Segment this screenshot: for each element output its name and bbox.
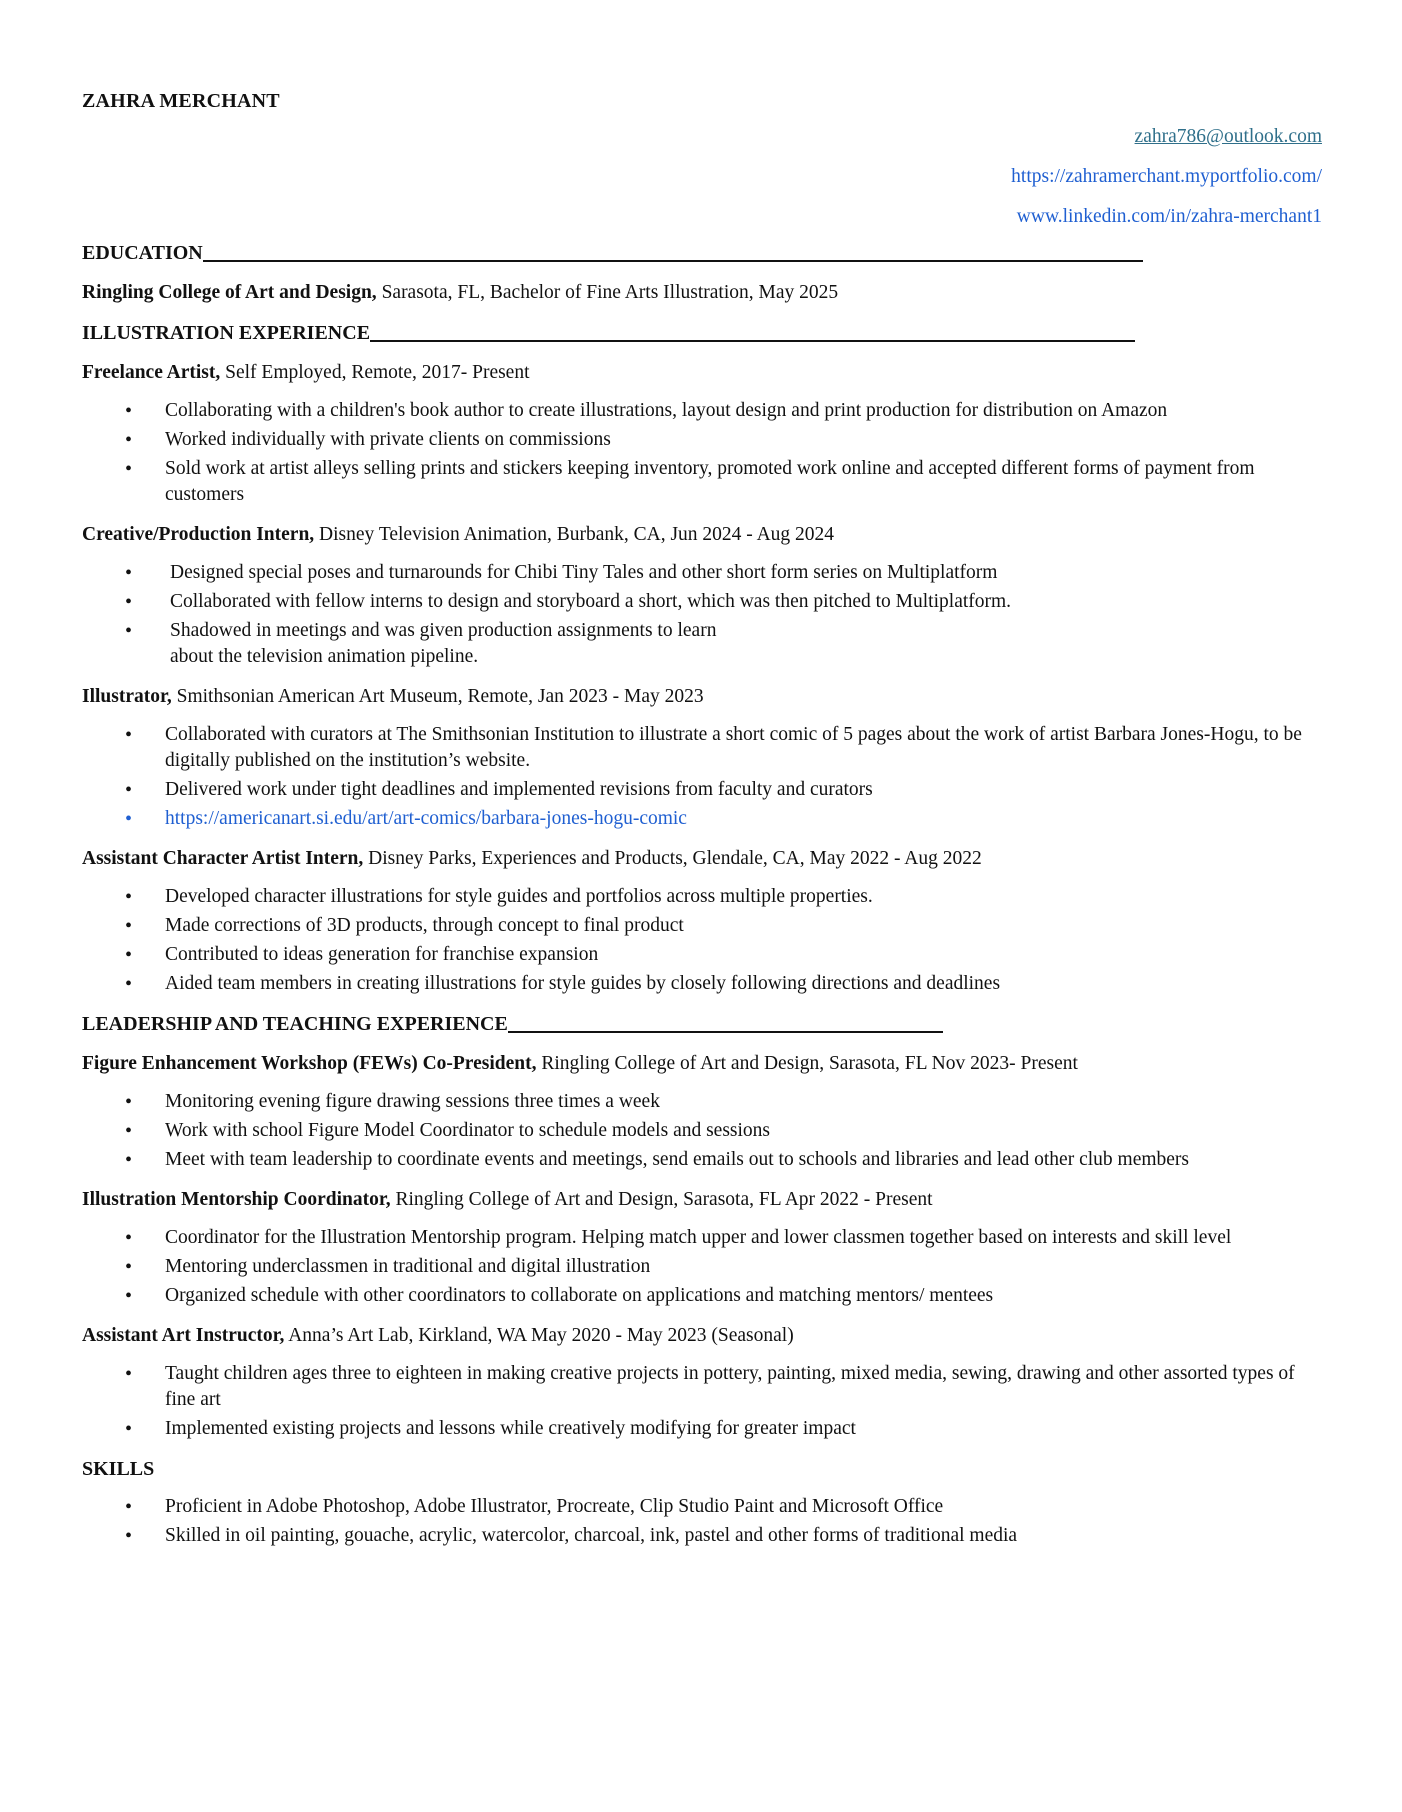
resume-page [82, 88, 1322, 1552]
skills-heading-text: SKILLS [82, 1458, 155, 1480]
job-title: Assistant Art Instructor, [82, 1325, 285, 1346]
list-item: • Meet with team leadership to coordinate events and meetings, send emails out to schools and libraries and lead other club members [82, 1147, 1322, 1173]
job-details: Disney Parks, Experiences and Products, Glendale, CA, May 2022 - Aug 2022 [363, 848, 982, 869]
linkedin-link[interactable]: www.linkedin.com/in/zahra-merchant1 [1016, 206, 1322, 227]
job-bullets [82, 1089, 1322, 1173]
job-title: Figure Enhancement Workshop (FEWs) Co-President, [82, 1053, 537, 1074]
list-item: • Coordinator for the Illustration Mentorship program. Helping match upper and lower classmen together based on interests and skill level [82, 1225, 1322, 1251]
skills-heading [82, 1456, 1322, 1482]
job-entry [82, 360, 1322, 386]
job-title: Freelance Artist, [82, 362, 221, 383]
list-item: • Mentoring underclassmen in traditional and digital illustration [82, 1254, 1322, 1280]
list-item: • Implemented existing projects and lessons while creatively modifying for greater impact [82, 1416, 1322, 1442]
list-item: • Organized schedule with other coordinators to collaborate on applications and matching mentors/ mentees [82, 1283, 1322, 1309]
list-item: • Taught children ages three to eighteen in making creative projects in pottery, painting, mixed media, sewing, drawing and other assorted types of fine art [82, 1361, 1322, 1413]
job-bullets [82, 1361, 1322, 1442]
portfolio-link[interactable]: https://zahramerchant.myportfolio.com/ [1011, 166, 1322, 187]
job-details: Smithsonian American Art Museum, Remote, Jan 2023 - May 2023 [171, 686, 704, 707]
leadership-heading-text: LEADERSHIP AND TEACHING EXPERIENCE [82, 1013, 508, 1035]
job-bullets [82, 1225, 1322, 1309]
job-bullets [82, 722, 1322, 832]
list-item: • Aided team members in creating illustrations for style guides by closely following directions and deadlines [82, 971, 1322, 997]
education-heading [82, 240, 1322, 266]
list-item: • Skilled in oil painting, gouache, acrylic, watercolor, charcoal, ink, pastel and other forms of traditional media [82, 1523, 1322, 1549]
job-title: Creative/Production Intern, [82, 524, 315, 545]
job-details: Ringling College of Art and Design, Sarasota, FL Apr 2022 - Present [390, 1189, 933, 1210]
list-item: • Monitoring evening figure drawing sessions three times a week [82, 1089, 1322, 1115]
resume-name: ZAHRA MERCHANT [82, 90, 280, 112]
job-bullets [82, 884, 1322, 997]
list-item: • Sold work at artist alleys selling prints and stickers keeping inventory, promoted work online and accepted different forms of payment from customers [82, 456, 1322, 508]
job-entry [82, 1323, 1322, 1349]
school-details: Sarasota, FL, Bachelor of Fine Arts Illustration, May 2025 [376, 282, 839, 303]
leadership-heading [82, 1011, 1322, 1037]
list-item: • Shadowed in meetings and was given production assignments to learn about the television animation pipeline. [82, 618, 730, 670]
job-bullets [82, 560, 1322, 670]
comic-link[interactable]: • https://americanart.si.edu/art/art-comics/barbara-jones-hogu-comic [82, 806, 1322, 832]
list-item: • Work with school Figure Model Coordinator to schedule models and sessions [82, 1118, 1322, 1144]
skills-bullets [82, 1494, 1322, 1549]
job-details: Ringling College of Art and Design, Sarasota, FL Nov 2023- Present [536, 1053, 1078, 1074]
job-entry [82, 1051, 1322, 1077]
job-entry [82, 1187, 1322, 1213]
email-link[interactable]: zahra786@outlook.com [1134, 126, 1322, 147]
job-entry [82, 684, 1322, 710]
list-item: • Designed special poses and turnarounds for Chibi Tiny Tales and other short form series on Multiplatform [82, 560, 1322, 586]
school-name: Ringling College of Art and Design, [82, 282, 377, 303]
job-entry [82, 522, 1322, 548]
list-item: • Collaborated with curators at The Smithsonian Institution to illustrate a short comic of 5 pages about the work of artist Barbara Jones-Hogu, to be digitally published on the institution’s website. [82, 722, 1322, 774]
job-details: Disney Television Animation, Burbank, CA, Jun 2024 - Aug 2024 [314, 524, 835, 545]
education-entry [82, 280, 1322, 306]
illustration-heading [82, 320, 1322, 346]
list-item: • Developed character illustrations for style guides and portfolios across multiple properties. [82, 884, 1322, 910]
illustration-heading-text: ILLUSTRATION EXPERIENCE [82, 322, 371, 344]
job-details: Self Employed, Remote, 2017- Present [220, 362, 530, 383]
list-item: • Worked individually with private clients on commissions [82, 427, 1322, 453]
job-title: Illustration Mentorship Coordinator, [82, 1189, 391, 1210]
job-title: Illustrator, [82, 686, 172, 707]
list-item: • Made corrections of 3D products, through concept to final product [82, 913, 1322, 939]
list-item: • Collaborated with fellow interns to design and storyboard a short, which was then pitched to Multiplatform. [82, 589, 1322, 615]
job-details: Anna’s Art Lab, Kirkland, WA May 2020 - May 2023 (Seasonal) [284, 1325, 794, 1346]
list-item: • Proficient in Adobe Photoshop, Adobe Illustrator, Procreate, Clip Studio Paint and Microsoft Office [82, 1494, 1322, 1520]
list-item: • Contributed to ideas generation for franchise expansion [82, 942, 1322, 968]
job-title: Assistant Character Artist Intern, [82, 848, 364, 869]
section-rule [370, 340, 1135, 342]
job-entry [82, 846, 1322, 872]
section-rule [203, 260, 1143, 262]
section-rule [508, 1031, 943, 1033]
contact-block [82, 124, 1322, 230]
list-item: • Collaborating with a children's book author to create illustrations, layout design and print production for distribution on Amazon [82, 398, 1322, 424]
education-heading-text: EDUCATION [82, 242, 203, 264]
job-bullets [82, 398, 1322, 508]
list-item: • Delivered work under tight deadlines and implemented revisions from faculty and curators [82, 777, 1322, 803]
